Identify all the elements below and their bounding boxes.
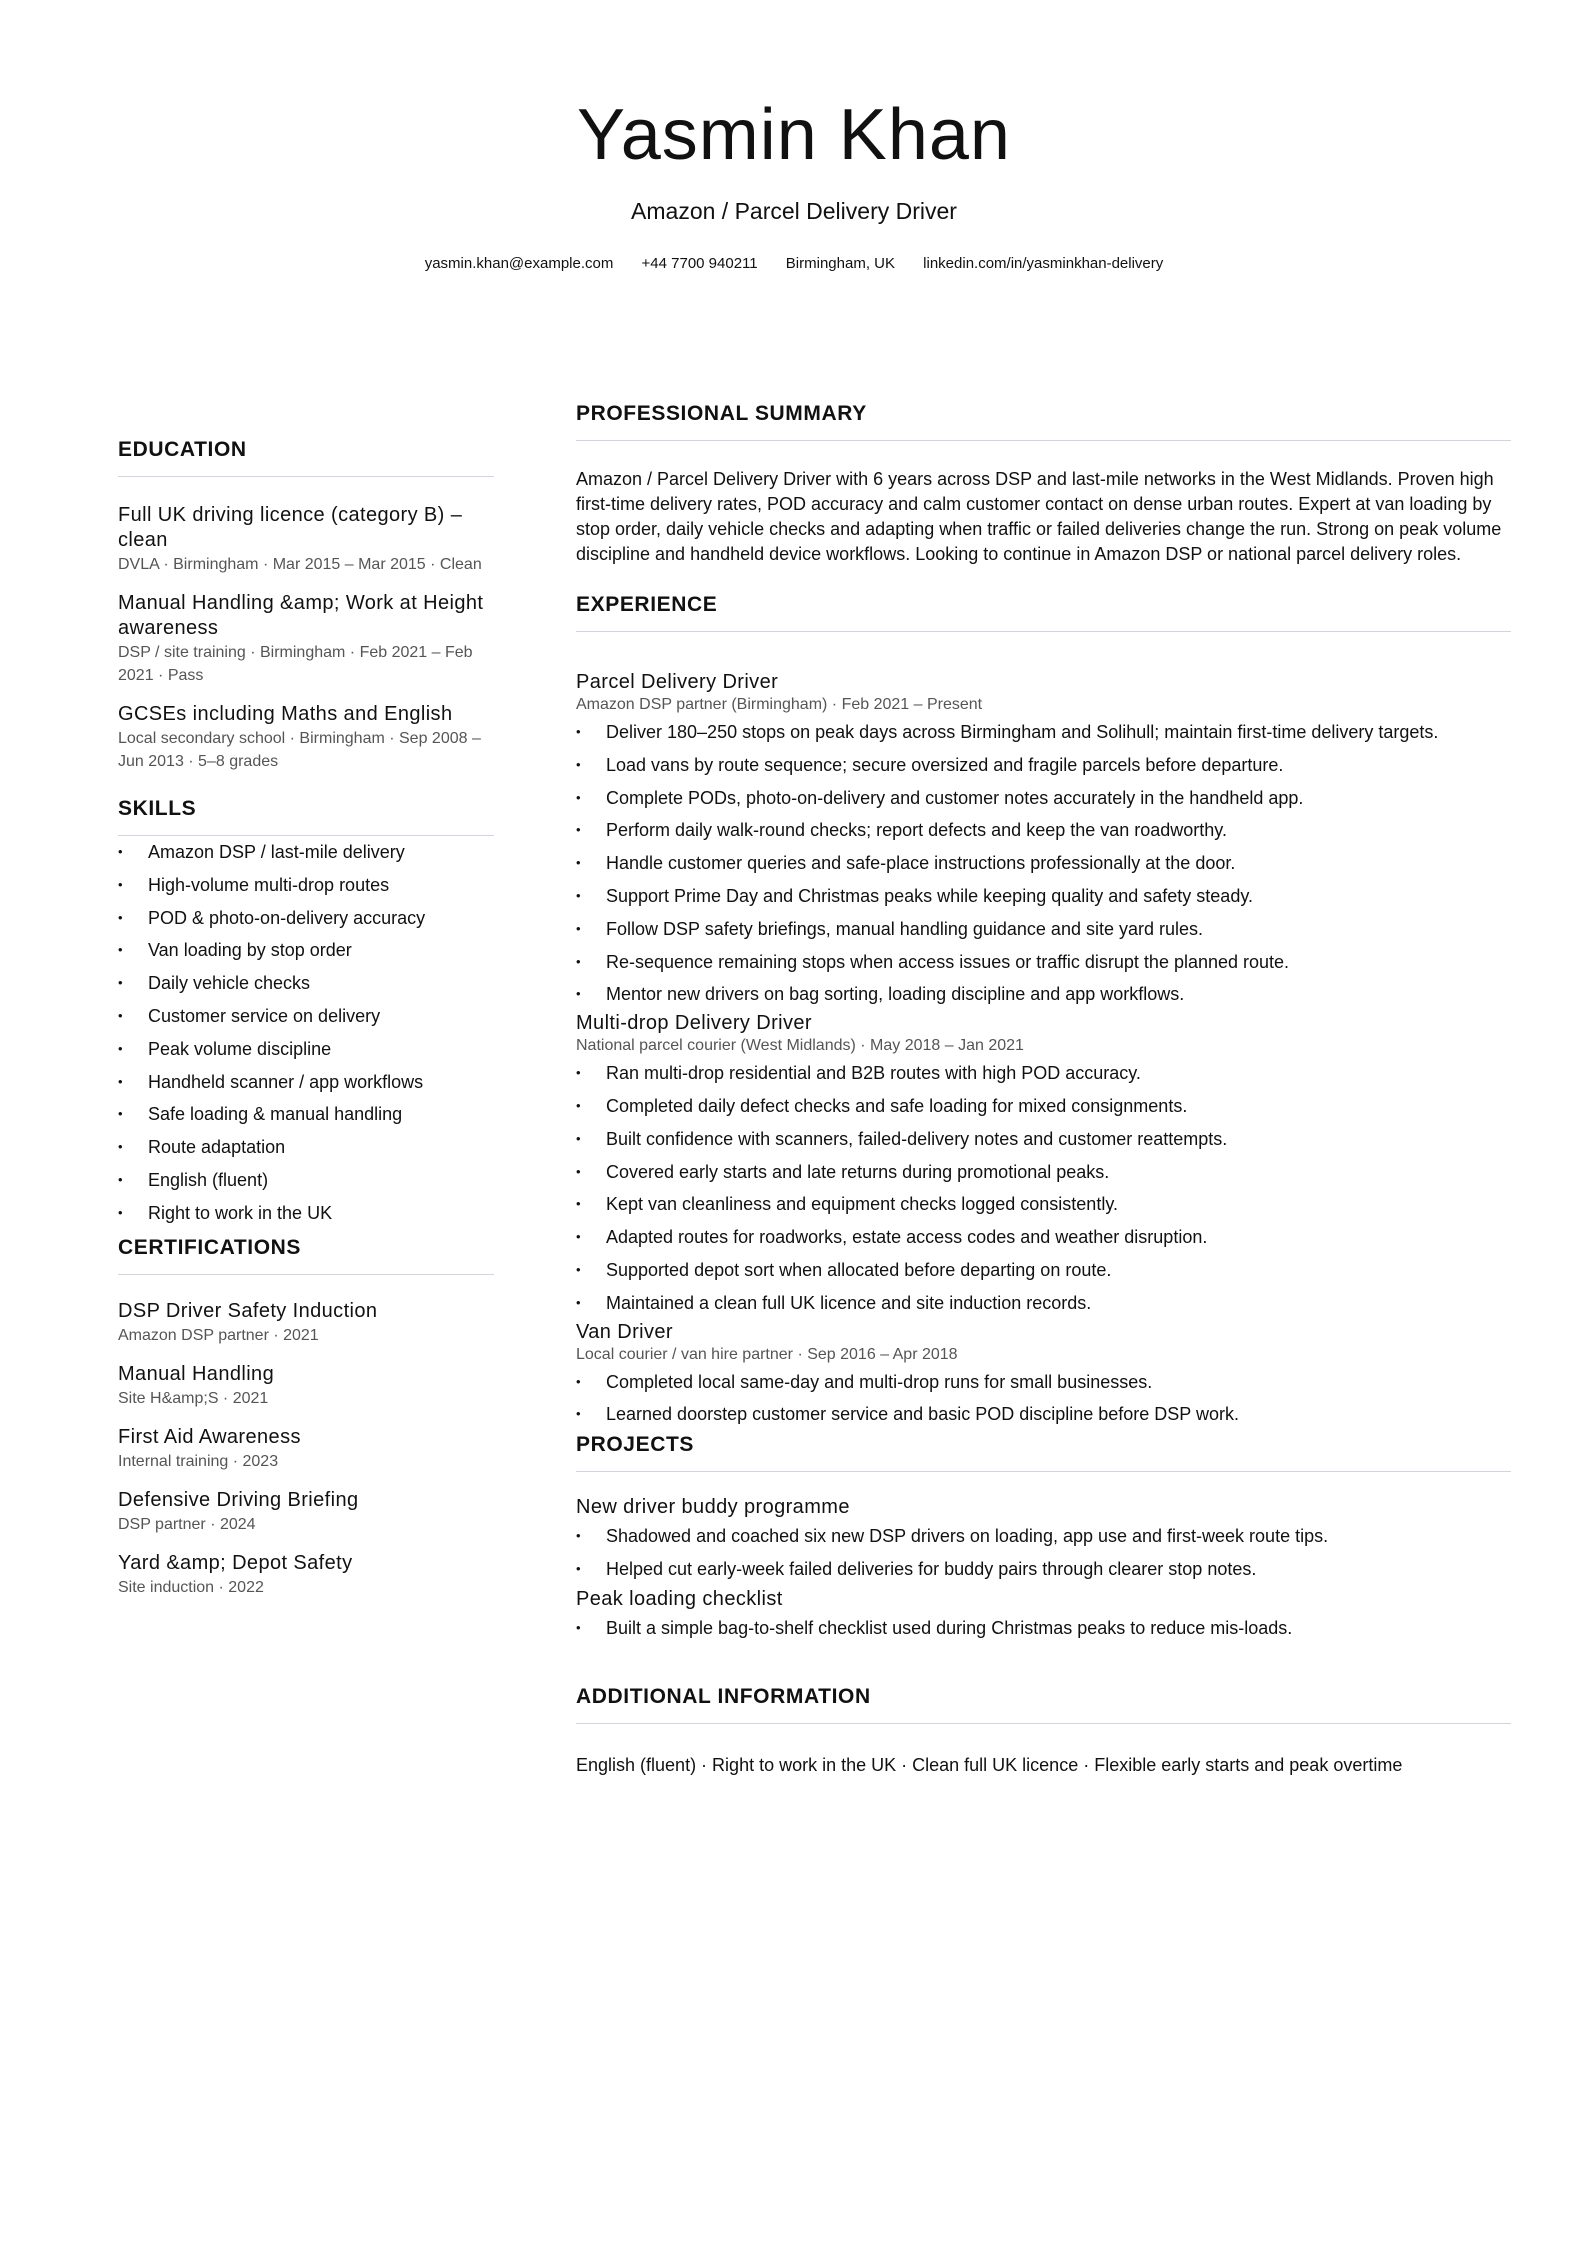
project-item	[576, 1586, 1511, 1645]
skill-item: • English (fluent)	[118, 1164, 494, 1197]
job-bullet: • Mentor new drivers on bag sorting, loading discipline and app workflows.	[576, 978, 1511, 1011]
additional-title: ADDITIONAL INFORMATION	[576, 1683, 1511, 1724]
job-bullet: • Support Prime Day and Christmas peaks while keeping quality and safety steady.	[576, 880, 1511, 913]
summary-title: PROFESSIONAL SUMMARY	[576, 400, 1511, 441]
contact-phone: +44 7700 940211	[641, 255, 758, 272]
certification-item-meta: Site induction · 2022	[118, 1578, 264, 1596]
project-bullets	[576, 1612, 1511, 1645]
job-meta: National parcel courier (West Midlands) · May 2018 – Jan 2021	[576, 1037, 1024, 1055]
job-bullet: • Built confidence with scanners, failed-delivery notes and customer reattempts.	[576, 1123, 1511, 1156]
skill-item: • Daily vehicle checks	[118, 967, 494, 1000]
certification-item-title: Yard &amp; Depot Safety	[118, 1551, 353, 1574]
certification-item	[118, 1488, 494, 1536]
skill-item: • POD & photo-on-delivery accuracy	[118, 902, 494, 935]
job-bullets	[576, 1057, 1511, 1319]
education-item	[118, 591, 494, 687]
job-title: Van Driver	[576, 1320, 673, 1343]
education-item-title: Full UK driving licence (category B) – clean	[118, 504, 463, 551]
additional-text: English (fluent) · Right to work in the UK · Clean full UK licence · Flexible early starts and peak overtime	[576, 1754, 1403, 1775]
certification-item-title: DSP Driver Safety Induction	[118, 1299, 378, 1322]
contact-linkedin[interactable]: linkedin.com/in/yasminkhan-delivery	[923, 255, 1164, 272]
education-item-meta: DVLA · Birmingham · Mar 2015 – Mar 2015 · Clean	[118, 556, 482, 573]
job-bullet: • Completed local same-day and multi-drop runs for small businesses.	[576, 1366, 1511, 1399]
job-bullet: • Perform daily walk-round checks; report defects and keep the van roadworthy.	[576, 814, 1511, 847]
skill-item: • High-volume multi-drop routes	[118, 869, 494, 902]
job-bullet: • Covered early starts and late returns during promotional peaks.	[576, 1156, 1511, 1189]
skill-item: • Peak volume discipline	[118, 1033, 494, 1066]
job-bullet: • Deliver 180–250 stops on peak days across Birmingham and Solihull; maintain first-time delivery targets.	[576, 716, 1511, 749]
experience-job	[576, 1320, 1511, 1432]
skill-item: • Customer service on delivery	[118, 1000, 494, 1033]
summary-section	[576, 400, 1511, 567]
skills-section	[118, 795, 494, 1230]
certifications-section	[118, 1234, 494, 1599]
additional-section	[576, 1683, 1511, 1778]
certification-item-title: Manual Handling	[118, 1362, 275, 1385]
job-bullet: • Supported depot sort when allocated before departing on route.	[576, 1254, 1511, 1287]
job-bullet: • Complete PODs, photo-on-delivery and customer notes accurately in the handheld app.	[576, 782, 1511, 815]
certification-item-title: Defensive Driving Briefing	[118, 1488, 359, 1511]
education-item-title: Manual Handling &amp; Work at Height awareness	[118, 592, 484, 639]
education-section	[118, 436, 494, 773]
job-bullet: • Learned doorstep customer service and basic POD discipline before DSP work.	[576, 1398, 1511, 1431]
right-column	[576, 400, 1511, 1778]
project-bullet: • Built a simple bag-to-shelf checklist used during Christmas peaks to reduce mis-loads.	[576, 1612, 1511, 1645]
job-bullet: • Follow DSP safety briefings, manual handling guidance and site yard rules.	[576, 913, 1511, 946]
project-bullets	[576, 1520, 1511, 1586]
education-item-meta: Local secondary school · Birmingham · Sep 2008 – Jun 2013 · 5–8 grades	[118, 730, 481, 770]
certification-item-meta: DSP partner · 2024	[118, 1515, 256, 1533]
project-item	[576, 1494, 1511, 1586]
education-item	[118, 503, 494, 576]
certification-item	[118, 1551, 494, 1599]
skills-list	[118, 836, 494, 1230]
certification-item-meta: Amazon DSP partner · 2021	[118, 1326, 319, 1344]
certification-item-title: First Aid Awareness	[118, 1425, 301, 1448]
projects-section	[576, 1431, 1511, 1644]
job-bullet: • Adapted routes for roadworks, estate access codes and weather disruption.	[576, 1221, 1511, 1254]
job-bullet: • Re-sequence remaining stops when access issues or traffic disrupt the planned route.	[576, 946, 1511, 979]
skill-item: • Right to work in the UK	[118, 1197, 494, 1230]
skill-item: • Safe loading & manual handling	[118, 1098, 494, 1131]
project-title: New driver buddy programme	[576, 1496, 850, 1519]
skill-item: • Handheld scanner / app workflows	[118, 1066, 494, 1099]
left-column	[118, 432, 494, 1614]
experience-job	[576, 670, 1511, 1011]
certifications-title: CERTIFICATIONS	[118, 1234, 494, 1275]
job-bullet: • Kept van cleanliness and equipment checks logged consistently.	[576, 1188, 1511, 1221]
education-item-meta: DSP / site training · Birmingham · Feb 2021 – Feb 2021 · Pass	[118, 644, 473, 684]
certification-item	[118, 1425, 494, 1473]
project-bullet: • Helped cut early-week failed deliveries for buddy pairs through clearer stop notes.	[576, 1553, 1511, 1586]
summary-text: Amazon / Parcel Delivery Driver with 6 years across DSP and last-mile networks in the West Midlands. Proven high first-time delivery rates, POD accuracy and calm customer contact on dense urban routes. Expert at van loading by stop order, daily vehicle checks and adapting when traffic or failed deliveries change the run. Strong on peak volume discipline and handheld device workflows. Looking to continue in Amazon DSP or national parcel delivery roles.	[576, 469, 1502, 564]
job-bullet: • Ran multi-drop residential and B2B routes with high POD accuracy.	[576, 1057, 1511, 1090]
job-bullet: • Completed daily defect checks and safe loading for mixed consignments.	[576, 1090, 1511, 1123]
job-bullet: • Handle customer queries and safe-place instructions professionally at the door.	[576, 847, 1511, 880]
job-meta: Amazon DSP partner (Birmingham) · Feb 2021 – Present	[576, 696, 983, 713]
project-title: Peak loading checklist	[576, 1587, 783, 1610]
project-bullet: • Shadowed and coached six new DSP drivers on loading, app use and first-week route tips.	[576, 1520, 1511, 1553]
contact-location: Birmingham, UK	[785, 255, 895, 272]
skill-item: • Amazon DSP / last-mile delivery	[118, 836, 494, 869]
contact-line	[0, 254, 1588, 274]
certification-item-meta: Site H&amp;S · 2021	[118, 1389, 269, 1407]
skill-item: • Route adaptation	[118, 1131, 494, 1164]
education-item-title: GCSEs including Maths and English	[118, 703, 453, 725]
education-title: EDUCATION	[118, 436, 494, 477]
candidate-name: Yasmin Khan	[577, 95, 1011, 175]
job-bullets	[576, 1366, 1511, 1432]
contact-email[interactable]: yasmin.khan@example.com	[424, 255, 614, 272]
job-meta: Local courier / van hire partner · Sep 2016 – Apr 2018	[576, 1345, 958, 1363]
job-title: Multi-drop Delivery Driver	[576, 1012, 812, 1035]
certification-item	[118, 1362, 494, 1410]
job-bullets	[576, 716, 1511, 1011]
skill-item: • Van loading by stop order	[118, 934, 494, 967]
certification-item	[118, 1299, 494, 1347]
experience-title: EXPERIENCE	[576, 591, 1511, 632]
job-bullet: • Maintained a clean full UK licence and site induction records.	[576, 1287, 1511, 1320]
experience-section	[576, 591, 1511, 1431]
candidate-role: Amazon / Parcel Delivery Driver	[631, 198, 957, 224]
certification-item-meta: Internal training · 2023	[118, 1452, 279, 1470]
job-title: Parcel Delivery Driver	[576, 671, 779, 693]
experience-job	[576, 1011, 1511, 1319]
skills-title: SKILLS	[118, 795, 494, 836]
education-item	[118, 702, 494, 773]
projects-title: PROJECTS	[576, 1431, 1511, 1472]
job-bullet: • Load vans by route sequence; secure oversized and fragile parcels before departure.	[576, 749, 1511, 782]
